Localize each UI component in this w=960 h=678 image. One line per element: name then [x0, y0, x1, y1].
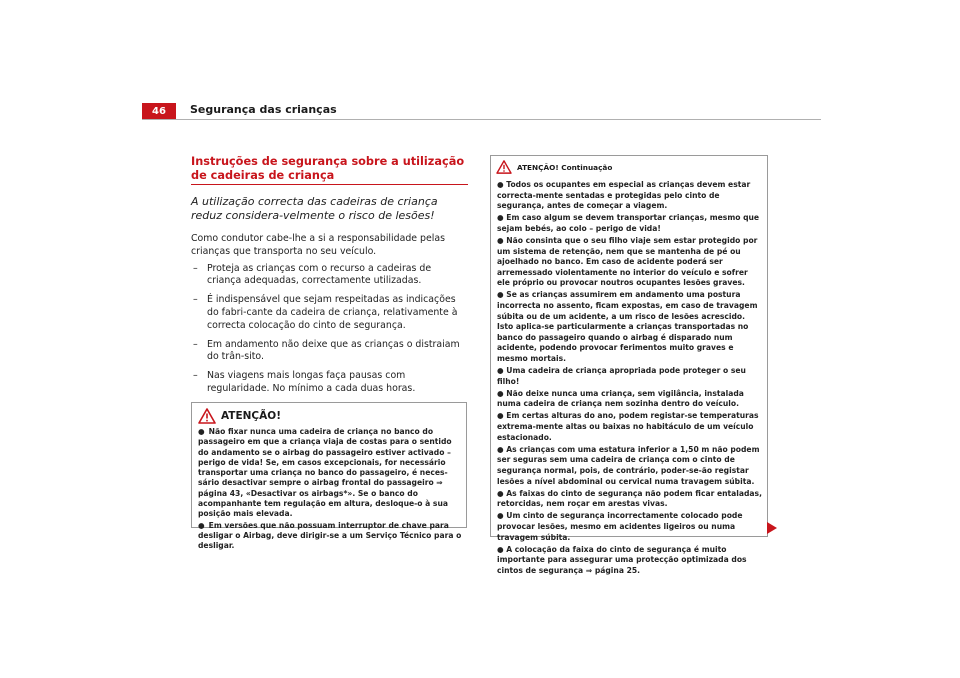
warning-title: ATENÇÃO!: [221, 410, 281, 422]
bullet-icon: ●: [497, 366, 507, 376]
warning-body: [497, 180, 763, 578]
instruction-list: [191, 263, 468, 396]
warning-bullet: ● As crianças com uma estatura inferior a 1,50 m não podem ser seguras sem uma cadeira de criança com o cinto de segurança normal, pois, de contrário, poder-se-ão registar lesões a nível abdominal ou cervical numa travagem súbita.: [497, 444, 760, 486]
warning-bullet: ● Em certas alturas do ano, podem registar-se temperaturas extrema-mente altas ou baixas no habitáculo de um veículo estacionado.: [497, 411, 759, 442]
warning-bullet: ● Não fixar nunca uma cadeira de criança no banco do passageiro em que a criança viaja de costas para o sentido do andamento se o airbag do passageiro estiver activado – perigo de vida! Se, em casos excepcionais, for necessário transportar uma criança no banco do passageiro, é neces-sário desactivar sempre o airbag frontal do passageiro ⇒ página 43, «Desactivar os airbags*». Se o banco do acompanhante tem regulação em altura, desloque-o à sua posição mais elevada.: [198, 427, 452, 519]
section-intro: Como condutor cabe-lhe a si a responsabilidade pelas crianças que transporta no seu veículo.: [191, 233, 445, 257]
bullet-icon: ●: [497, 488, 507, 498]
page-number: 46: [142, 103, 176, 119]
list-item: – É indispensável que sejam respeitadas as indicações do fabri-cante da cadeira de criança, relativamente à correcta colocação do cinto de segurança.: [191, 294, 468, 332]
bullet-icon: ●: [497, 213, 507, 223]
warning-triangle-icon: [496, 160, 512, 174]
warning-bullet: ● Todos os ocupantes em especial as crianças devem estar correcta-mente sentadas e protegidas pelo cinto de segurança, antes de começar a viagem.: [497, 180, 751, 211]
list-item: – Em andamento não deixe que as crianças o distraiam do trân-sito.: [191, 339, 468, 365]
next-page-arrow-icon[interactable]: [766, 522, 778, 534]
warning-bullet: ● As faixas do cinto de segurança não podem ficar entaladas, retorcidas, nem roçar em arestas vivas.: [497, 488, 762, 509]
list-item: – Proteja as crianças com o recurso a cadeiras de criança adequadas, correctamente utilizadas.: [191, 263, 468, 289]
warning-bullet: ● Em versões que não possuam interruptor de chave para desligar o Airbag, deve dirigir-se a um Serviço Técnico para o desligar.: [198, 520, 462, 551]
warning-bullet: ● A colocação da faixa do cinto de segurança é muito importante para assegurar uma protecção optimizada dos cintos de segurança ⇒ página 25.: [497, 544, 747, 575]
bullet-icon: ●: [198, 427, 205, 436]
warning-box: [191, 402, 467, 551]
bullet-icon: ●: [497, 388, 507, 398]
running-header: Segurança das crianças: [190, 103, 337, 116]
bullet-icon: ●: [497, 544, 507, 554]
bullet-icon: ●: [497, 290, 507, 300]
list-item: – Nas viagens mais longas faça pausas com regularidade. No mínimo a cada duas horas.: [191, 370, 468, 396]
warning-title: ATENÇÃO! Continuação: [517, 162, 613, 172]
bullet-icon: ●: [497, 444, 507, 454]
bullet-icon: ●: [497, 235, 507, 245]
warning-bullet: ● Um cinto de segurança incorrectamente colocado pode provocar lesões, mesmo em acidentes ligeiros ou numa travagem súbita.: [497, 511, 743, 542]
warning-box-continued: [490, 155, 768, 575]
bullet-icon: ●: [198, 520, 205, 530]
section-lead: A utilização correcta das cadeiras de criança reduz considera-velmente o risco de lesões!: [191, 195, 438, 222]
warning-body: [198, 427, 462, 553]
section-title-rule: [191, 184, 468, 185]
warning-bullet: ● Em caso algum se devem transportar crianças, mesmo que sejam bebés, ao colo – perigo de vida!: [497, 213, 760, 233]
left-column: [191, 155, 468, 402]
warning-header: [198, 408, 281, 424]
warning-bullet: ● Se as crianças assumirem em andamento uma postura incorrecta no assento, ficam expostas, em caso de travagem súbita ou de um acidente, a um risco de lesões acrescido. Isto aplica-se particularmente a crianças transportadas no banco do passageiro quando o airbag é disparado num acidente, podendo provocar ferimentos muito graves e mesmo mortais.: [497, 290, 758, 363]
warning-header: [496, 160, 612, 174]
warning-bullet: ● Não consinta que o seu filho viaje sem estar protegido por um sistema de retenção, nem que se mantenha de pé ou ajoelhado no banco. Em caso de acidente poderá ser arremessado violentamente no interior do veículo e sofrer ele próprio ou provocar noutros ocupantes lesões graves.: [497, 235, 758, 288]
warning-bullet: ● Uma cadeira de criança apropriada pode proteger o seu filho!: [497, 366, 746, 386]
warning-bullet: ● Não deixe nunca uma criança, sem vigilância, instalada numa cadeira de criança nem sozinha dentro do veículo.: [497, 388, 744, 409]
section-title: Instruções de segurança sobre a utilização de cadeiras de criança: [191, 155, 465, 182]
header-rule: [142, 119, 821, 120]
bullet-icon: ●: [497, 180, 507, 189]
bullet-icon: ●: [497, 411, 507, 421]
warning-triangle-icon: [198, 408, 216, 424]
bullet-icon: ●: [497, 511, 507, 521]
